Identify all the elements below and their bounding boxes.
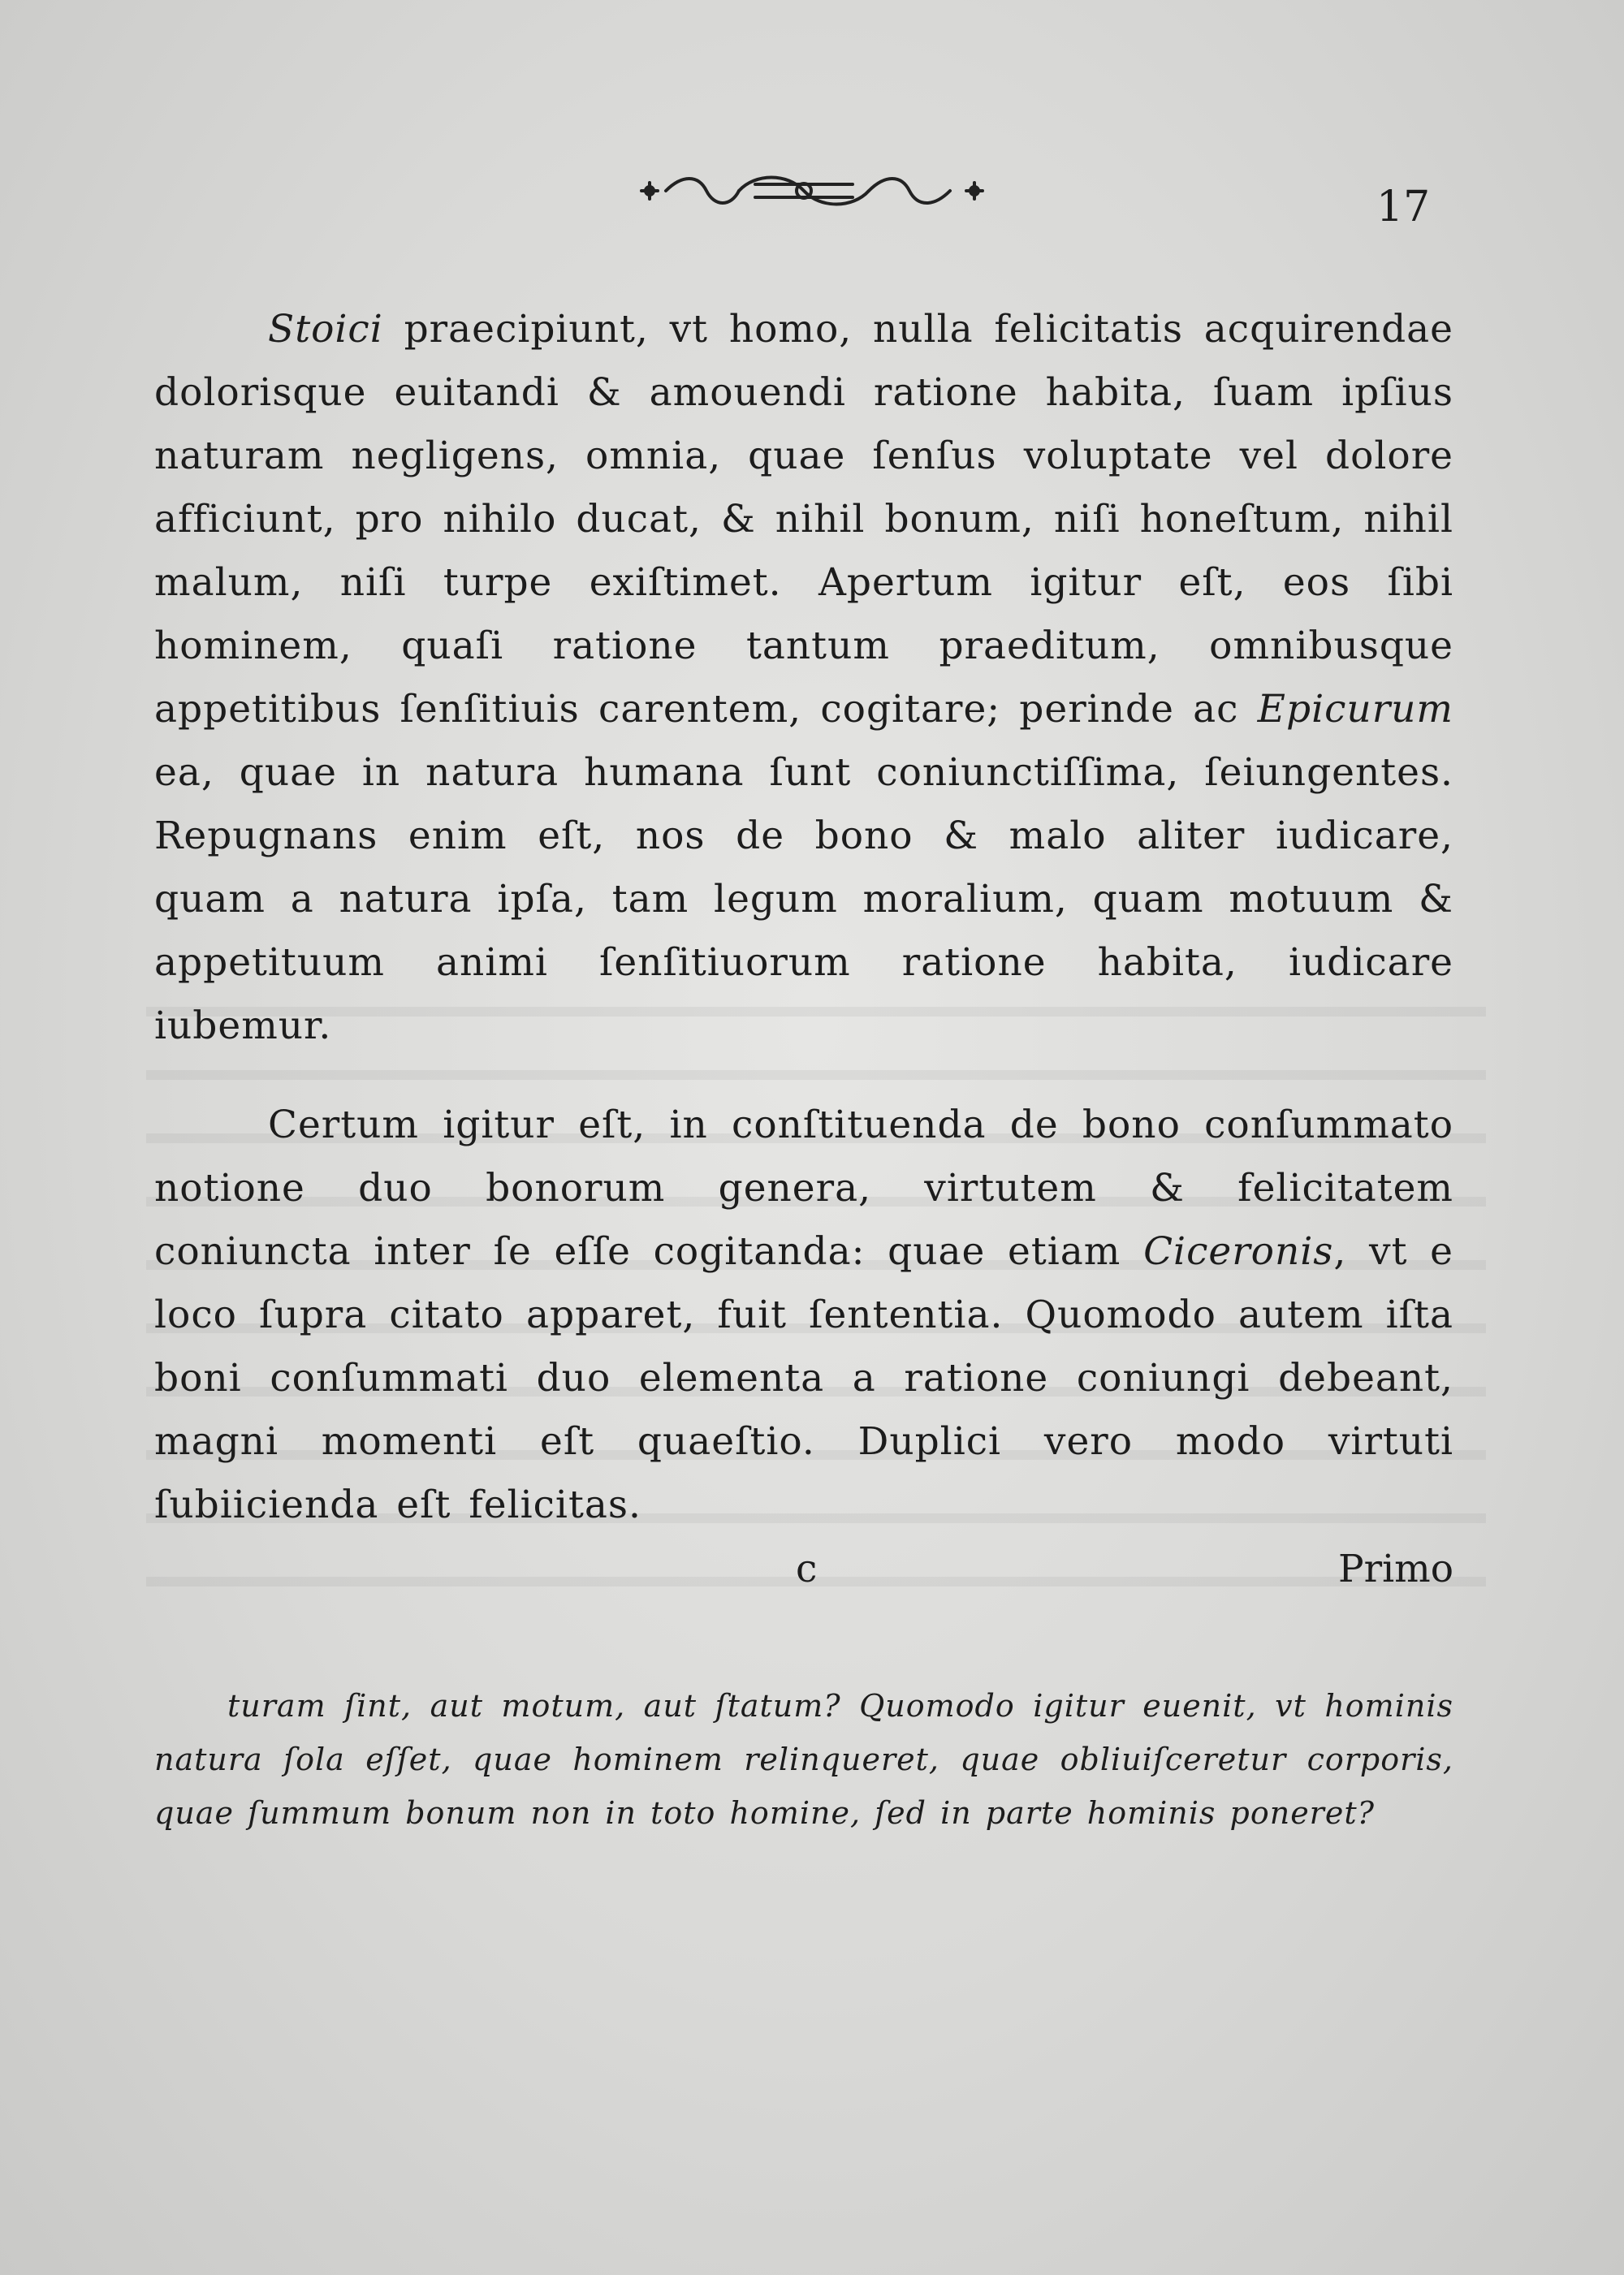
text-run: Certum igitur eſt, in conſtituenda de bono conſummato notione duo bonorum genera, virtutem & felicitatem coniuncta inter ſe eſſe cogitanda: quae etiam	[154, 1103, 1453, 1274]
footnote	[154, 1679, 1453, 1840]
paragraph-1	[154, 298, 1453, 1058]
text-run: Ciceronis	[1143, 1229, 1334, 1274]
footnote-text: turam ſint, aut motum, aut ſtatum? Quomodo igitur euenit, vt hominis natura ſola eſſet, quae hominem relinqueret, quae obliuiſceretur corporis, quae ſummum bonum non in toto homine, ſed in parte hominis poneret?	[154, 1688, 1453, 1831]
paragraph-2-content	[154, 1103, 1453, 1527]
paragraph-2	[154, 1094, 1453, 1537]
text-run: , vt e loco ſupra citato apparet, fuit ſententia. Quomodo autem iſta boni conſummati duo elementa a ratione coniungi debeant, magni momenti eſt quaeſtio. Duplici vero modo virtuti ſubiicienda eſt felicitas.	[154, 1229, 1454, 1527]
page-number: 17	[1376, 183, 1431, 231]
text-run: praecipiunt, vt homo, nulla felicitatis acquirendae dolorisque euitandi & amouendi ratione habita, ſuam ipſius naturam negligens, omnia, quae ſenſus voluptate vel dolore afficiunt, pro nihilo ducat, & nihil bonum, niſi honeſtum, nihil malum, niſi turpe exiſtimet. Apertum igitur eſt, eos ſibi hominem, quaſi ratione tantum praeditum, omnibusque appetitibus ſenſitiuis carentem, cogitare; perinde ac	[154, 307, 1453, 732]
catchword: Primo	[1338, 1547, 1453, 1591]
text-run: Stoici	[268, 307, 383, 352]
signature-mark: c	[796, 1547, 818, 1591]
paragraph-1-content	[154, 307, 1453, 1048]
page-foot-line	[154, 1547, 1453, 1612]
headpiece-ornament-icon	[633, 166, 991, 215]
text-run: ea, quae in natura humana ſunt coniunctiſſima, ſeiungentes. Repugnans enim eſt, nos de bono & malo aliter iudicare, quam a natura ipſa, tam legum moralium, quam motuum & appetituum animi ſenſitiuorum ratione habita, iudicare iubemur.	[154, 750, 1453, 1048]
text-run: Epicurum	[1257, 687, 1453, 732]
